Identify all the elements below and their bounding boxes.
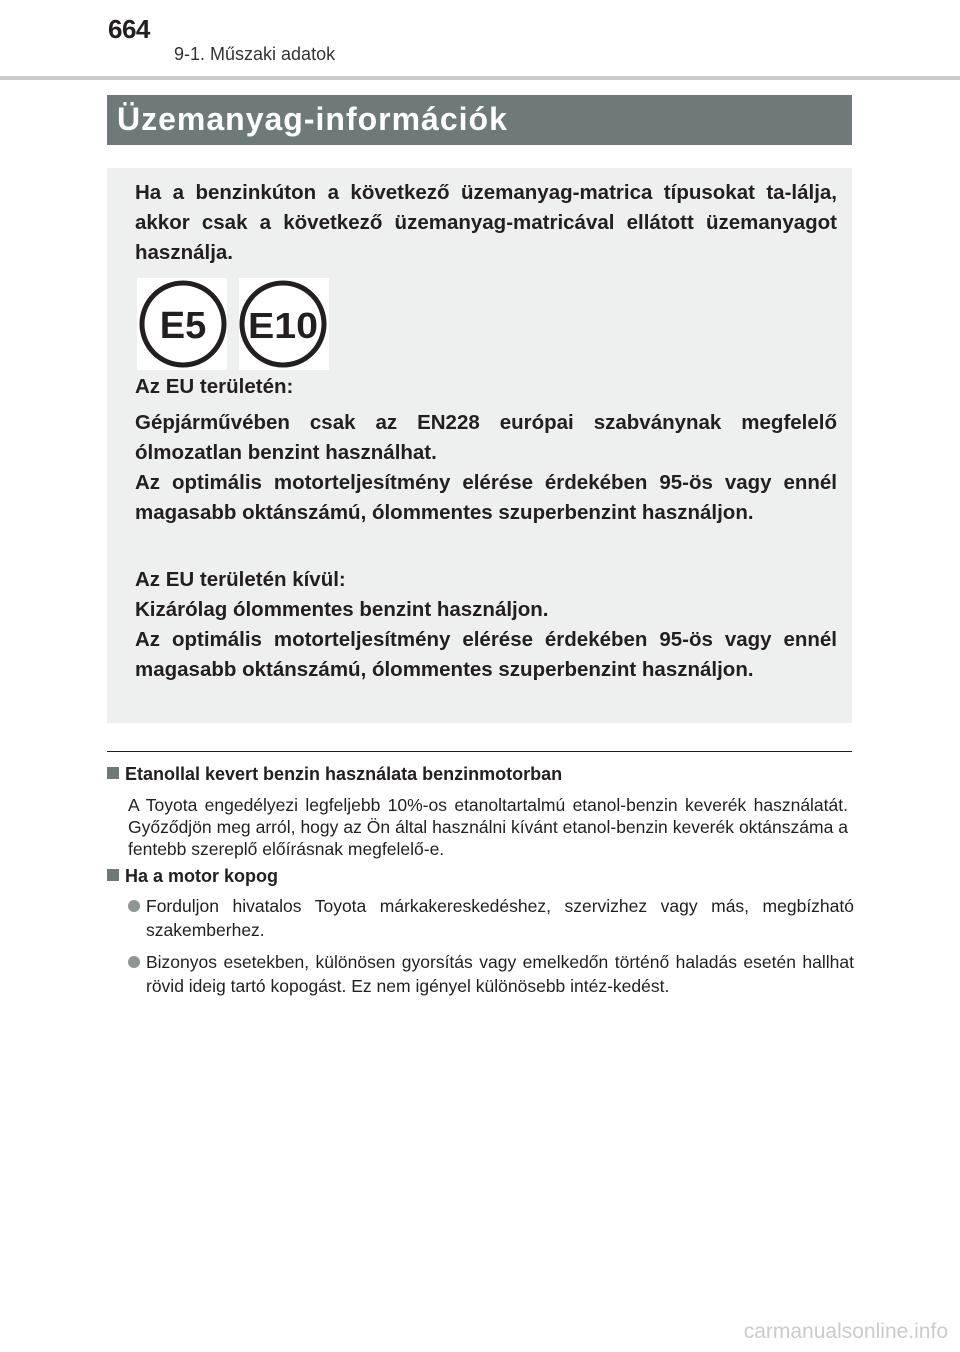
eu-text-block xyxy=(135,408,837,528)
page-title: Üzemanyag-információk xyxy=(117,101,508,137)
e10-label-icon xyxy=(239,278,329,370)
square-bullet-icon xyxy=(107,767,119,779)
section-title: 9-1. Műszaki adatok xyxy=(174,44,336,64)
intro-text xyxy=(135,178,837,268)
e5-label-text: E5 xyxy=(159,305,207,347)
non-eu-heading: Az EU területén kívül: xyxy=(135,568,346,591)
knock-heading-text: Ha a motor kopog xyxy=(125,866,279,886)
list-item-text: Forduljon hivatalos Toyota márkakereskedéshez, szervizhez vagy más, megbízható szakemberhez. xyxy=(146,896,854,940)
eu-block xyxy=(135,372,837,402)
knock-section-heading xyxy=(107,866,854,887)
ethanol-section-heading xyxy=(107,764,854,785)
watermark: carmanualsonline.info xyxy=(743,1320,948,1343)
intro-paragraph: Ha a benzinkúton a következő üzemanyag-matrica típusokat ta-lálja, akkor csak a következő üzemanyag-matricával ellátott üzemanyagot használja. xyxy=(135,181,837,264)
fuel-info-box xyxy=(107,168,852,723)
non-eu-text-1: Kizárólag ólommentes benzint használjon. xyxy=(135,598,549,621)
eu-text-2: Az optimális motorteljesítmény elérése érdekében 95-ös vagy ennél magasabb oktánszámú, ólommentes szuperbenzint használjon. xyxy=(135,471,837,524)
list-item-text: Bizonyos esetekben, különösen gyorsítás vagy emelkedőn történő haladás esetén hallhat rövid ideig tartó kopogást. Ez nem igényel különösebb intéz-kedést. xyxy=(146,952,854,996)
non-eu-text-2: Az optimális motorteljesítmény elérése érdekében 95-ös vagy ennél magasabb oktánszámú, ólommentes szuperbenzint használjon. xyxy=(135,628,837,681)
title-bar xyxy=(107,95,852,145)
section-divider xyxy=(107,751,852,752)
page-number: 664 xyxy=(108,14,150,44)
eu-heading: Az EU területén: xyxy=(135,375,294,398)
list-item xyxy=(128,894,854,942)
circle-bullet-icon xyxy=(128,900,140,912)
e5-label-icon xyxy=(137,278,227,370)
list-item xyxy=(128,950,854,998)
ethanol-heading-text: Etanollal kevert benzin használata benzinmotorban xyxy=(125,764,563,784)
eu-text-1: Gépjárművében csak az EN228 európai szabványnak megfelelő ólmozatlan benzint használhat. xyxy=(135,411,837,464)
circle-bullet-icon xyxy=(128,956,140,968)
fuel-labels xyxy=(137,278,329,370)
header-rule xyxy=(0,76,960,80)
e10-label-text: E10 xyxy=(248,305,318,346)
square-bullet-icon xyxy=(107,869,119,881)
ethanol-paragraph: A Toyota engedélyezi legfeljebb 10%-os etanoltartalmú etanol-benzin keverék használatát. Győződjön meg arról, hogy az Ön által használni kívánt etanol-benzin keverék oktánszáma a fentebb szereplő előírásnak megfelelő-e. xyxy=(128,795,848,859)
non-eu-block xyxy=(135,565,837,685)
